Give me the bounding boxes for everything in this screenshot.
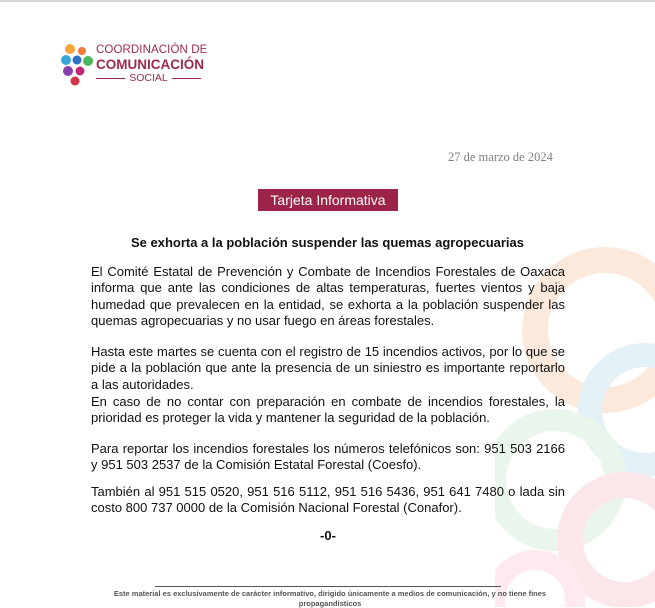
paragraph-1: El Comité Estatal de Prevención y Combate de Incendios Forestales de Oaxaca informa que ante las condiciones de altas temperaturas, fuertes vientos y baja humedad que prevalecen en la entidad, se exhorta a la población suspender las quemas agropecuarias y no usar fuego en áreas forestales. bbox=[91, 264, 565, 329]
footer-disclaimer: Este material es exclusivamente de carácter informativo, dirigido únicamente a medios de comunicación, y no tiene fines propagandísticos bbox=[113, 589, 547, 608]
document-type-banner: Tarjeta Informativa bbox=[258, 189, 398, 211]
logo bbox=[60, 40, 230, 90]
top-border bbox=[0, 0, 655, 2]
document-date: 27 de marzo de 2024 bbox=[448, 150, 553, 164]
paragraph-3: En caso de no contar con preparación en combate de incendios forestales, la prioridad es proteger la vida y mantener la seguridad de la población. bbox=[91, 394, 565, 426]
logo-line-3: SOCIAL bbox=[129, 72, 168, 84]
paragraph-5: También al 951 515 0520, 951 516 5112, 951 516 5436, 951 641 7480 o lada sin costo 800 737 0000 de la Comisión Nacional Forestal (Conafor). bbox=[91, 484, 565, 516]
logo-icon bbox=[60, 42, 94, 86]
end-mark: -0- bbox=[320, 528, 336, 543]
paragraph-2: Hasta este martes se cuenta con el registro de 15 incendios activos, por lo que se pide a la población que ante la presencia de un siniestro es importante reportarlo a las autoridades. bbox=[91, 344, 565, 392]
footer-separator bbox=[155, 586, 501, 587]
logo-line-1: COORDINACIÓN DE bbox=[96, 44, 208, 56]
paragraph-4: Para reportar los incendios forestales los números telefónicos son: 951 503 2166 y 951 503 2537 de la Comisión Estatal Forestal (Coesfo). bbox=[91, 441, 565, 473]
document-title: Se exhorta a la población suspender las quemas agropecuarias bbox=[130, 235, 525, 250]
logo-line-2: COMUNICACIÓN bbox=[96, 57, 204, 72]
